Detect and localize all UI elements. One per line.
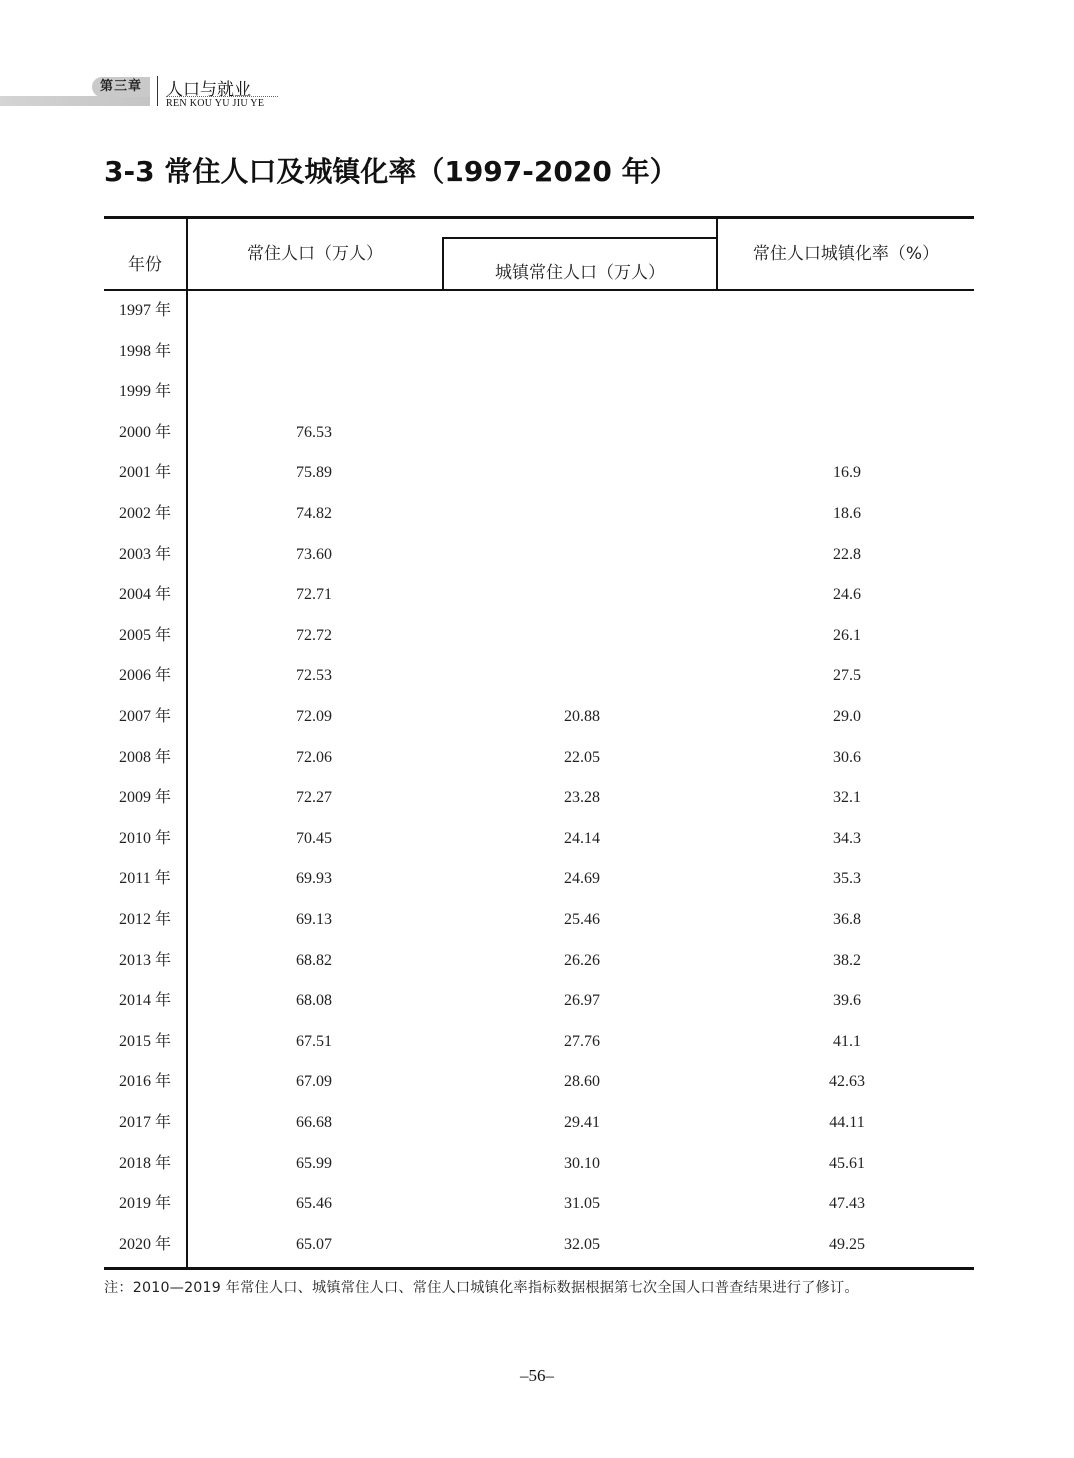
table-row [104,332,974,372]
urban-population-cell: 27.76 [564,1032,600,1050]
urbanization-rate-cell: 47.43 [829,1195,865,1213]
urbanization-rate-cell: 36.8 [833,911,861,928]
urbanization-rate-cell: 35.3 [833,870,861,888]
table-row [104,616,974,656]
population-cell: 66.68 [296,1114,332,1131]
population-cell: 72.09 [296,708,332,725]
urban-population-cell: 23.28 [564,789,600,807]
population-cell: 68.08 [296,992,332,1010]
population-cell: 76.53 [296,423,332,441]
year-cell: 2009 年 [118,789,171,807]
year-cell: 2011 年 [119,870,171,888]
table-row [104,819,974,859]
urbanization-rate-cell: 45.61 [829,1154,865,1172]
year-cell: 2003 年 [118,545,171,563]
population-cell: 72.06 [296,748,332,766]
year-cell: 2017 年 [118,1114,171,1131]
urban-population-cell [446,656,718,696]
table-row [104,535,974,575]
urbanization-rate-cell [720,332,974,372]
year-cell: 2019 年 [118,1195,171,1213]
population-cell [188,372,442,412]
table-row [104,575,974,615]
table-row [104,778,974,818]
urbanization-rate-cell: 49.25 [829,1235,865,1253]
year-cell: 1998 年 [118,342,171,360]
urbanization-rate-cell: 30.6 [833,748,861,766]
table-row [104,413,974,453]
urbanization-rate-cell: 24.6 [833,586,861,604]
urbanization-rate-cell: 26.1 [833,626,861,644]
header-dotted-rule [166,96,278,97]
table-row [104,941,974,981]
population-cell: 69.93 [296,870,332,888]
population-table [104,216,974,1271]
year-cell: 2018 年 [118,1154,171,1172]
table-row [104,738,974,778]
urbanization-rate-cell: 34.3 [833,829,861,847]
table-row [104,859,974,899]
urbanization-rate-cell: 22.8 [833,545,861,563]
year-cell: 2015 年 [118,1032,171,1050]
header-band [0,96,150,106]
population-cell [188,332,442,372]
header-population: 常住人口（万人） [247,244,383,264]
year-cell: 2004 年 [118,586,171,604]
urban-population-cell: 22.05 [564,748,600,766]
header-urban-population: 城镇常住人口（万人） [495,263,665,283]
table-row [104,981,974,1021]
table-top-rule [104,216,974,219]
urban-population-cell [446,616,718,656]
year-cell: 2007 年 [118,708,171,725]
table-row [104,494,974,534]
header-separator [157,76,158,106]
urbanization-rate-cell: 29.0 [833,708,861,725]
table-row [104,697,974,737]
chapter-title: 人口与就业 [166,80,251,100]
urban-population-cell [446,413,718,453]
population-cell: 74.82 [296,505,332,522]
page-number: –56– [520,1366,554,1385]
year-cell: 2008 年 [118,748,171,766]
urban-population-cell: 30.10 [564,1154,600,1172]
population-cell: 69.13 [296,911,332,928]
population-cell: 72.27 [296,789,332,807]
urbanization-rate-cell: 44.11 [829,1114,865,1131]
header-urbanization-rate: 常住人口城镇化率（%） [752,244,940,264]
population-cell: 67.09 [296,1073,332,1091]
year-cell: 2006 年 [118,667,171,685]
year-cell: 2013 年 [118,951,171,969]
urban-population-cell: 24.69 [564,870,600,888]
table-row [104,291,974,331]
year-cell: 2002 年 [118,505,171,522]
population-cell: 67.51 [296,1032,332,1050]
table-row [104,1022,974,1062]
urban-population-cell [446,453,718,493]
table-bottom-rule [104,1267,974,1270]
urban-population-cell: 31.05 [564,1195,600,1213]
population-cell: 70.45 [296,829,332,847]
urban-population-cell: 26.26 [564,951,600,969]
year-cell: 2010 年 [118,829,171,847]
year-cell: 2014 年 [118,992,171,1010]
table-row [104,900,974,940]
year-cell: 2016 年 [118,1073,171,1091]
population-cell: 75.89 [296,464,332,482]
urbanization-rate-cell [720,372,974,412]
table-row [104,656,974,696]
urbanization-rate-cell [720,413,974,453]
population-cell: 72.71 [296,586,332,604]
urban-population-cell: 25.46 [564,911,600,928]
year-cell: 2000 年 [118,423,171,441]
year-cell: 2012 年 [118,911,171,928]
table-row [104,372,974,412]
year-cell: 1997 年 [118,302,171,319]
urban-population-cell [446,332,718,372]
table-title: 3-3 常住人口及城镇化率（1997-2020 年） [104,155,678,188]
year-cell: 2005 年 [118,626,171,644]
year-cell: 2001 年 [118,464,171,482]
year-cell: 2020 年 [118,1235,171,1253]
urban-population-cell: 28.60 [564,1073,600,1091]
urbanization-rate-cell [720,291,974,331]
chapter-pinyin: REN KOU YU JIU YE [166,98,265,109]
urbanization-rate-cell: 42.63 [829,1073,865,1091]
table-row [104,453,974,493]
urbanization-rate-cell: 18.6 [833,505,861,522]
table-row [104,1184,974,1224]
urbanization-rate-cell: 16.9 [833,464,861,482]
table-row [104,1103,974,1143]
table-row [104,1225,974,1265]
year-cell: 1999 年 [118,383,171,401]
urbanization-rate-cell: 39.6 [833,992,861,1010]
chapter-badge: 第三章 [92,77,150,97]
urbanization-rate-cell: 27.5 [833,667,861,685]
population-cell: 72.53 [296,667,332,685]
population-cell: 72.72 [296,626,332,644]
urban-population-cell [446,291,718,331]
urban-population-cell: 32.05 [564,1235,600,1253]
urban-population-cell: 29.41 [564,1114,600,1131]
urban-population-cell [446,575,718,615]
population-cell: 68.82 [296,951,332,969]
urban-population-cell [446,494,718,534]
urban-population-cell: 20.88 [564,708,600,725]
urban-population-cell: 24.14 [564,829,600,847]
urbanization-rate-cell: 41.1 [833,1032,861,1050]
urban-population-cell [446,372,718,412]
table-row [104,1144,974,1184]
footnote: 注：2010—2019 年常住人口、城镇常住人口、常住人口城镇化率指标数据根据第七次全国人口普查结果进行了修订。 [104,1280,859,1296]
urbanization-rate-cell: 38.2 [833,951,861,969]
population-cell: 65.99 [296,1154,332,1172]
population-cell: 65.07 [296,1235,332,1253]
population-cell [188,291,442,331]
header-year: 年份 [128,255,162,275]
table-row [104,1062,974,1102]
urban-population-cell [446,535,718,575]
urban-population-cell: 26.97 [564,992,600,1010]
urbanization-rate-cell: 32.1 [833,789,861,807]
population-cell: 73.60 [296,545,332,563]
population-cell: 65.46 [296,1195,332,1213]
urban-subheader-rule [444,237,718,239]
